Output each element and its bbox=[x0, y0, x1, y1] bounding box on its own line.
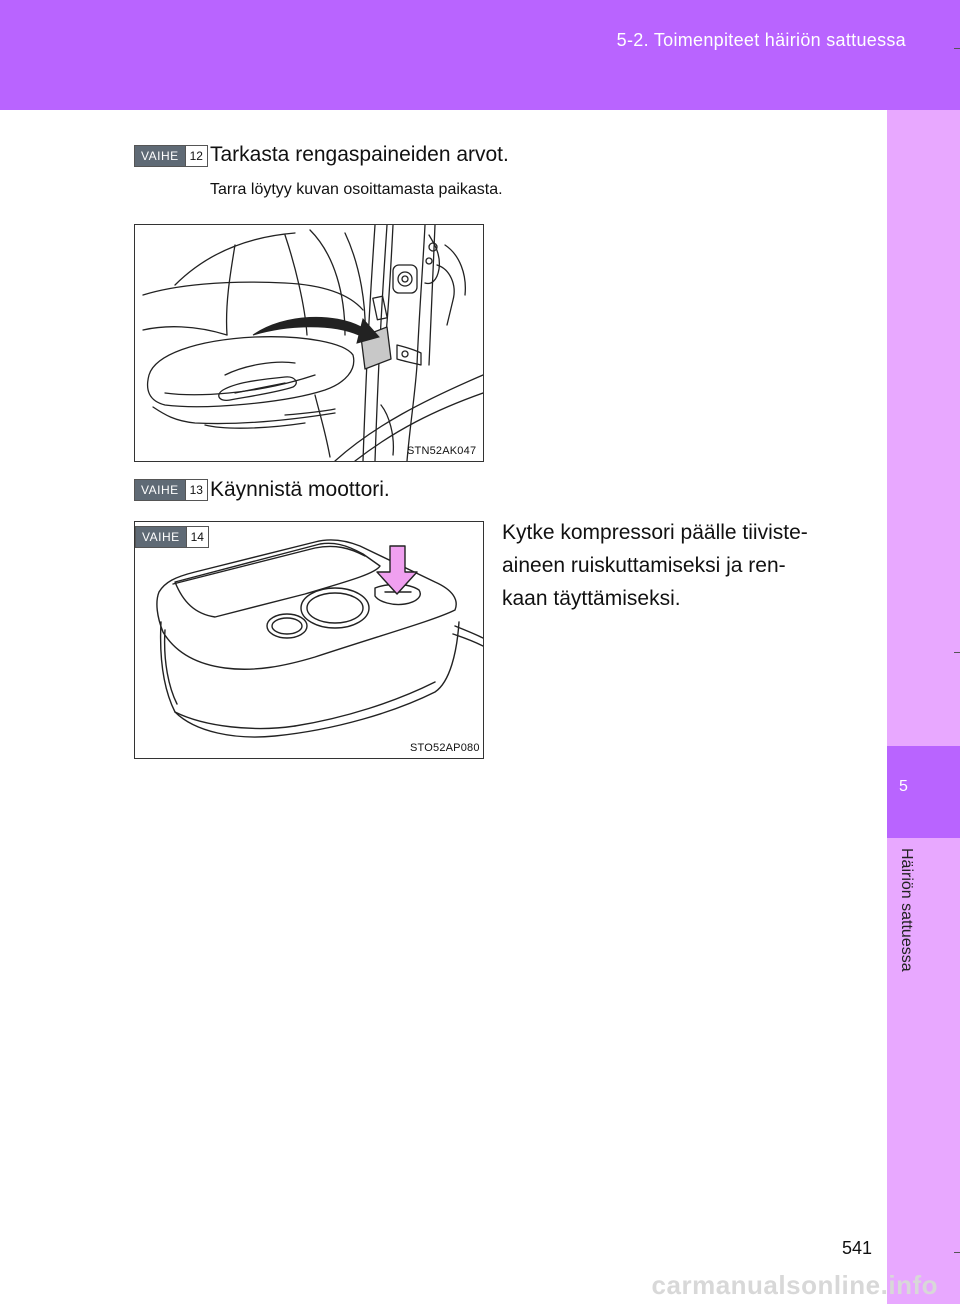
step-badge-word: VAIHE bbox=[135, 480, 185, 500]
edge-tick bbox=[954, 1252, 960, 1253]
figure-code: STN52AK047 bbox=[407, 445, 477, 457]
step-badge-word: VAIHE bbox=[136, 527, 186, 547]
step-14-instruction bbox=[502, 516, 838, 615]
compressor-drawing bbox=[135, 522, 483, 758]
step-14-line: Kytke kompressori päälle tiiviste- bbox=[502, 521, 808, 544]
page-number: 541 bbox=[841, 1238, 872, 1258]
edge-tick bbox=[954, 652, 960, 653]
step-13-title: Käynnistä moottori. bbox=[210, 478, 390, 501]
step-badge-word: VAIHE bbox=[135, 146, 185, 166]
edge-tick bbox=[954, 48, 960, 49]
step-badge-13 bbox=[134, 479, 208, 501]
step-14-line: kaan täyttämiseksi. bbox=[502, 587, 681, 610]
step-14-line: aineen ruiskuttamiseksi ja ren- bbox=[502, 554, 786, 577]
watermark: carmanualsonline.info bbox=[651, 1270, 938, 1300]
chapter-number: 5 bbox=[899, 778, 908, 795]
seat-door-drawing bbox=[135, 225, 483, 461]
chapter-side-tab bbox=[887, 110, 960, 1304]
step-badge-number: 12 bbox=[185, 146, 207, 166]
pointer-arrow-icon bbox=[253, 317, 379, 343]
step-12-subtext: Tarra löytyy kuvan osoittamasta paikasta. bbox=[210, 181, 503, 198]
step-badge-number: 13 bbox=[185, 480, 207, 500]
step-badge-12 bbox=[134, 145, 208, 167]
figure-code: STO52AP080 bbox=[410, 742, 480, 754]
page-header bbox=[0, 0, 960, 110]
step-12-title: Tarkasta rengaspaineiden arvot. bbox=[210, 143, 509, 166]
chapter-label: Häiriön sattuessa bbox=[898, 848, 915, 972]
step-badge-number: 14 bbox=[186, 527, 208, 547]
section-title: 5-2. Toimenpiteet häiriön sattuessa bbox=[616, 30, 906, 50]
compressor-illustration bbox=[134, 521, 484, 759]
step-badge-14 bbox=[135, 526, 209, 548]
seat-door-illustration bbox=[134, 224, 484, 462]
